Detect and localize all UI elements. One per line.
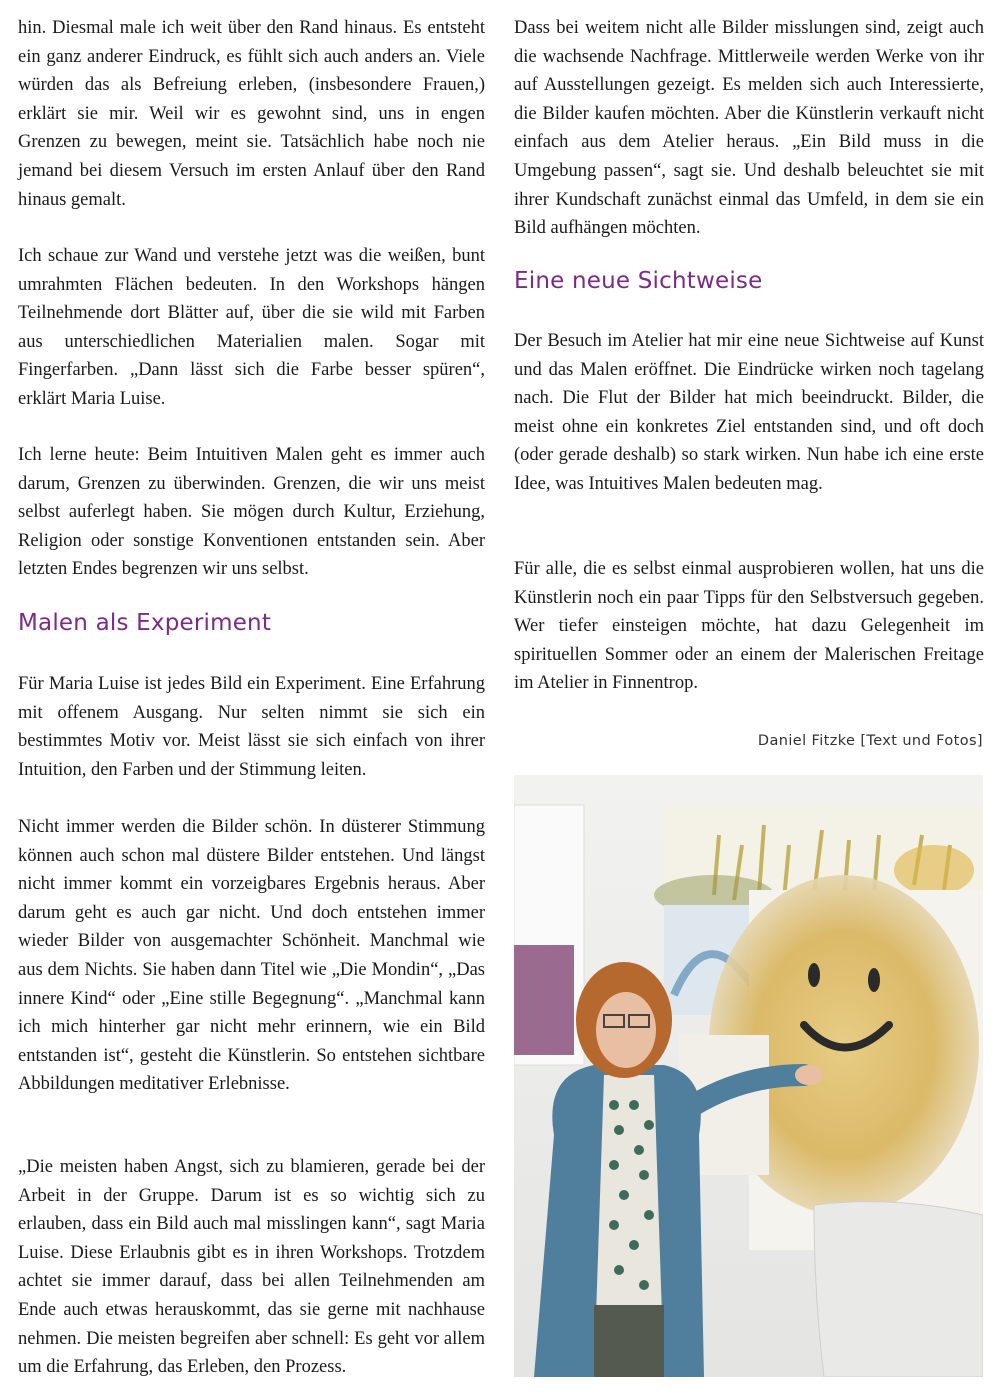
paragraph: Nicht immer werden die Bilder schön. In düsterer Stimmung können auch schon mal düstere Bilder entstehen. Und längst nicht immer kommt ein vorzeigbares Ergebnis heraus. Aber darum geht es auch gar nicht. Und doch entstehen immer wieder Bilder von ausgemachter Schönheit. Manchmal wie aus dem Nichts. Sie haben dann Titel wie „Die Mondin“, „Das innere Kind“ oder „Eine stille Begegnung“. „Manchmal kann ich mich hinterher gar nicht mehr erinnern, wie ein Bild entstanden ist“, gesteht die Künstlerin. So entstehen sichtbare Abbildungen meditativer Erlebnisse. — [18, 817, 485, 1095]
artist-photo — [514, 775, 983, 1377]
paragraph: Dass bei weitem nicht alle Bilder misslungen sind, zeigt auch die wachsende Nachfrage. Mittlerweile werden Werke von ihr auf Ausstellungen gezeigt. Es melden sich auch Interessierte, die Bilder kaufen möchten. Aber die Künstlerin verkauft nicht einfach aus dem Atelier heraus. „Ein Bild muss in die Umgebung passen“, sagt sie. Und deshalb beleuchtet sie mit ihrer Kundschaft zunächst einmal das Umfeld, in dem sie ein Bild aufhängen möchten. — [514, 18, 984, 239]
paragraph: hin. Diesmal male ich weit über den Rand hinaus. Es entsteht ein ganz anderer Eindruck, es fühlt sich auch anders an. Viele würden das als Befreiung erleben, (insbesondere Frauen,) erklärt sie mir. Weil wir es gewohnt sind, uns in engen Grenzen zu bewegen, meint sie. Tatsächlich habe noch nie jemand bei diesem Versuch im ersten Anlauf über den Rand hinaus gemalt. — [18, 18, 485, 210]
paragraph: Der Besuch im Atelier hat mir eine neue Sichtweise auf Kunst und das Malen eröffnet. Die Eindrücke wirken noch tagelang nach. Die Flut der Bilder hat mich beeindruckt. Bilder, die meist ohne ein konkretes Ziel entstanden sind, und oft doch (oder gerade deshalb) so stark wirken. Nun habe ich eine erste Idee, was Intuitives Malen bedeuten mag. — [514, 331, 984, 494]
section-heading: Malen als Experiment — [18, 610, 272, 636]
paragraph: Für Maria Luise ist jedes Bild ein Experiment. Eine Erfahrung mit offenem Ausgang. Nur selten nimmt sie sich ein bestimmtes Motiv vor. Meist lässt sie sich einfach von ihrer Intuition, den Farben und der Stimmung leiten. — [18, 674, 485, 780]
photo-credit: Daniel Fitzke [Text und Fotos] — [757, 733, 983, 749]
paragraph: Für alle, die es selbst einmal ausprobieren wollen, hat uns die Künstlerin noch ein paar Tipps für den Selbstversuch gegeben. Wer tiefer einsteigen möchte, hat dazu Gelegenheit im spirituellen Sommer oder an einem der Malerischen Freitage im Atelier in Finnentrop. — [514, 559, 984, 694]
section-heading: Eine neue Sichtweise — [514, 268, 763, 294]
paragraph: Ich lerne heute: Beim Intuitiven Malen geht es immer auch darum, Grenzen zu überwinden. Grenzen, die wir uns meist selbst auferlegt haben. Sie mögen durch Kultur, Erziehung, Religion oder sonstige Konventionen entstanden sein. Aber letzten Endes begrenzen wir uns selbst. — [18, 445, 485, 580]
paragraph: „Die meisten haben Angst, sich zu blamieren, gerade bei der Arbeit in der Gruppe. Darum ist es so wichtig sich zu erlauben, dass ein Bild auch mal misslingen kann“, sagt Maria Luise. Diese Erlaubnis gibt es in ihren Workshops. Trotzdem achtet sie immer darauf, dass bei allen Teilnehmenden am Ende auch etwas herauskommt, das sie gerne mit nachhause nehmen. Die meisten begreifen aber schnell: Es geht vor allem um die Erfahrung, das Erleben, den Prozess. — [18, 1157, 485, 1378]
paragraph: Ich schaue zur Wand und verstehe jetzt was die weißen, bunt umrahmten Flächen bedeuten. In den Workshops hängen Teilnehmende dort Blätter auf, über die sie wild mit Farben aus unterschiedlichen Materialien malen. Sogar mit Fingerfarben. „Dann lässt sich die Farbe besser spüren“, erklärt Maria Luise. — [18, 246, 485, 409]
